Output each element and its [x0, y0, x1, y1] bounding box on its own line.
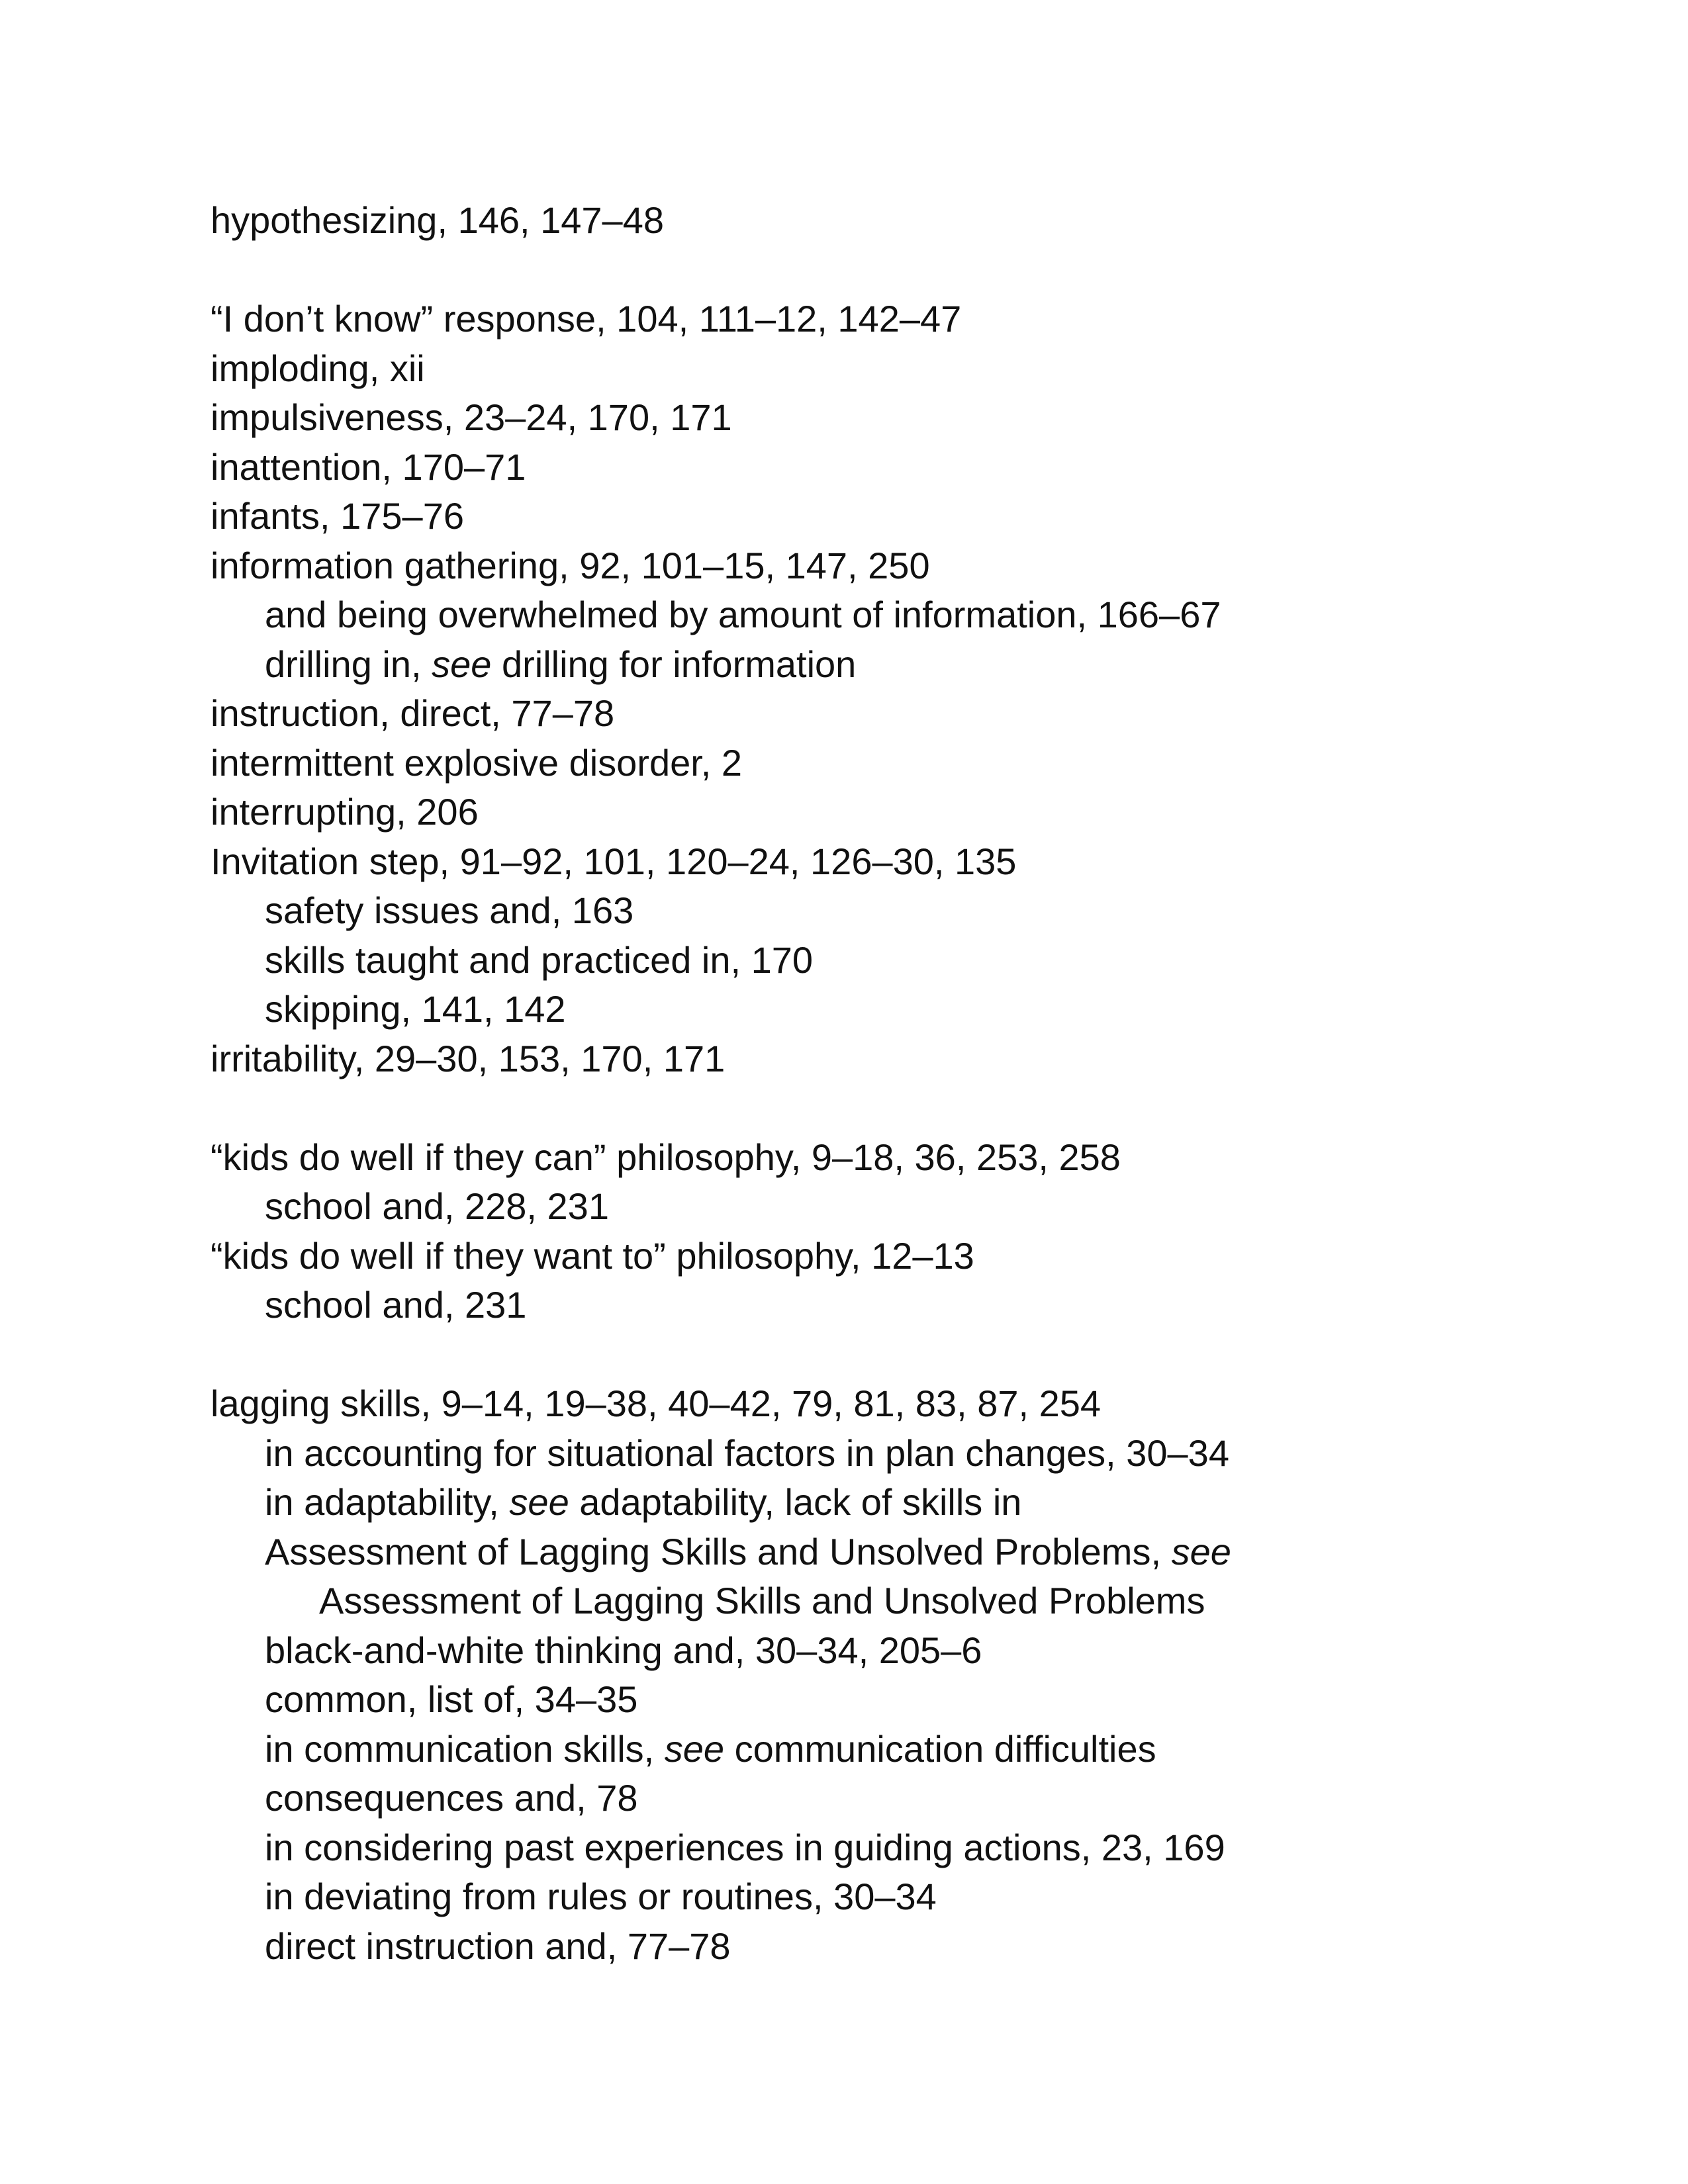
index-subentry [211, 1774, 1534, 1823]
entry-text: in considering past experiences in guiding actions, 23, 169 [265, 1826, 1225, 1868]
index-subentry [211, 1182, 1534, 1232]
index-subentry [211, 1725, 1534, 1774]
entry-text: “I don’t know” response, 104, 111–12, 142–47 [211, 298, 962, 340]
blank-line [211, 1330, 1534, 1380]
entry-text: inattention, 170–71 [211, 445, 526, 488]
entry-text: in accounting for situational factors in plan changes, 30–34 [265, 1432, 1229, 1474]
index-entry [211, 689, 1534, 739]
index-subentry [211, 640, 1534, 690]
index-continuation [211, 1576, 1534, 1626]
entry-text: information gathering, 92, 101–15, 147, 250 [211, 544, 930, 586]
entry-text: impulsiveness, 23–24, 170, 171 [211, 396, 732, 438]
entry-text: irritability, 29–30, 153, 170, 171 [211, 1037, 726, 1079]
entry-text: common, list of, 34–35 [265, 1678, 638, 1720]
entry-text: school and, 228, 231 [265, 1185, 609, 1227]
index-entry [211, 837, 1534, 887]
index-entry [211, 443, 1534, 492]
index-entry [211, 1034, 1534, 1084]
entry-text: direct instruction and, 77–78 [265, 1925, 731, 1967]
entry-text: and being overwhelmed by amount of information, 166–67 [265, 594, 1221, 635]
index-entry [211, 295, 1534, 344]
see-reference: see [432, 643, 492, 685]
index-subentry [211, 1429, 1534, 1479]
entry-text: skipping, 141, 142 [265, 988, 566, 1030]
entry-text: intermittent explosive disorder, 2 [211, 741, 743, 784]
index-entry [211, 344, 1534, 394]
index-subentry [211, 1922, 1534, 1972]
index-entry [211, 739, 1534, 788]
entry-text: “kids do well if they can” philosophy, 9–18, 36, 253, 258 [211, 1136, 1121, 1178]
entry-text: lagging skills, 9–14, 19–38, 40–42, 79, 81, 83, 87, 254 [211, 1383, 1102, 1424]
entry-text: black-and-white thinking and, 30–34, 205–6 [265, 1629, 982, 1671]
entry-text: communication difficulties [724, 1727, 1156, 1770]
entry-text: interrupting, 206 [211, 791, 479, 833]
see-reference: see [509, 1481, 569, 1523]
blank-line [211, 1083, 1534, 1133]
entry-text: in adaptability, [265, 1481, 510, 1523]
index-subentry [211, 1872, 1534, 1922]
entry-text: school and, 231 [265, 1284, 527, 1326]
see-reference: see [664, 1727, 725, 1770]
index-list [211, 196, 1534, 1971]
index-entry [211, 1232, 1534, 1281]
index-subentry [211, 1823, 1534, 1873]
index-subentry [211, 1527, 1534, 1577]
index-entry [211, 1133, 1534, 1183]
entry-text: in deviating from rules or routines, 30–34 [265, 1876, 937, 1917]
index-subentry [211, 886, 1534, 936]
index-entry [211, 492, 1534, 541]
entry-text: instruction, direct, 77–78 [211, 692, 615, 734]
index-subentry [211, 1626, 1534, 1676]
index-entry [211, 393, 1534, 443]
index-subentry [211, 1281, 1534, 1330]
index-entry [211, 1379, 1534, 1429]
entry-text: hypothesizing, 146, 147–48 [211, 199, 664, 241]
index-entry [211, 788, 1534, 837]
entry-text: infants, 175–76 [211, 495, 464, 537]
index-subentry [211, 1478, 1534, 1527]
index-entry [211, 196, 1534, 246]
index-subentry [211, 936, 1534, 985]
index-page [211, 196, 1534, 1971]
entry-text: in communication skills, [265, 1727, 665, 1770]
entry-text: adaptability, lack of skills in [569, 1481, 1022, 1523]
blank-line [211, 246, 1534, 295]
index-entry [211, 541, 1534, 591]
entry-text: consequences and, 78 [265, 1777, 638, 1819]
entry-text: skills taught and practiced in, 170 [265, 938, 814, 981]
entry-text: imploding, xii [211, 347, 425, 389]
entry-text: Assessment of Lagging Skills and Unsolved Problems [319, 1580, 1205, 1621]
entry-text: Assessment of Lagging Skills and Unsolved Problems, [265, 1530, 1172, 1572]
index-subentry [211, 590, 1534, 640]
entry-text: drilling for information [491, 643, 857, 685]
entry-text: “kids do well if they want to” philosophy, 12–13 [211, 1234, 974, 1277]
entry-text: Invitation step, 91–92, 101, 120–24, 126–30, 135 [211, 840, 1017, 882]
see-reference: see [1171, 1530, 1231, 1572]
index-subentry [211, 1675, 1534, 1725]
entry-text: safety issues and, 163 [265, 889, 634, 931]
index-subentry [211, 985, 1534, 1034]
entry-text: drilling in, [265, 643, 432, 685]
